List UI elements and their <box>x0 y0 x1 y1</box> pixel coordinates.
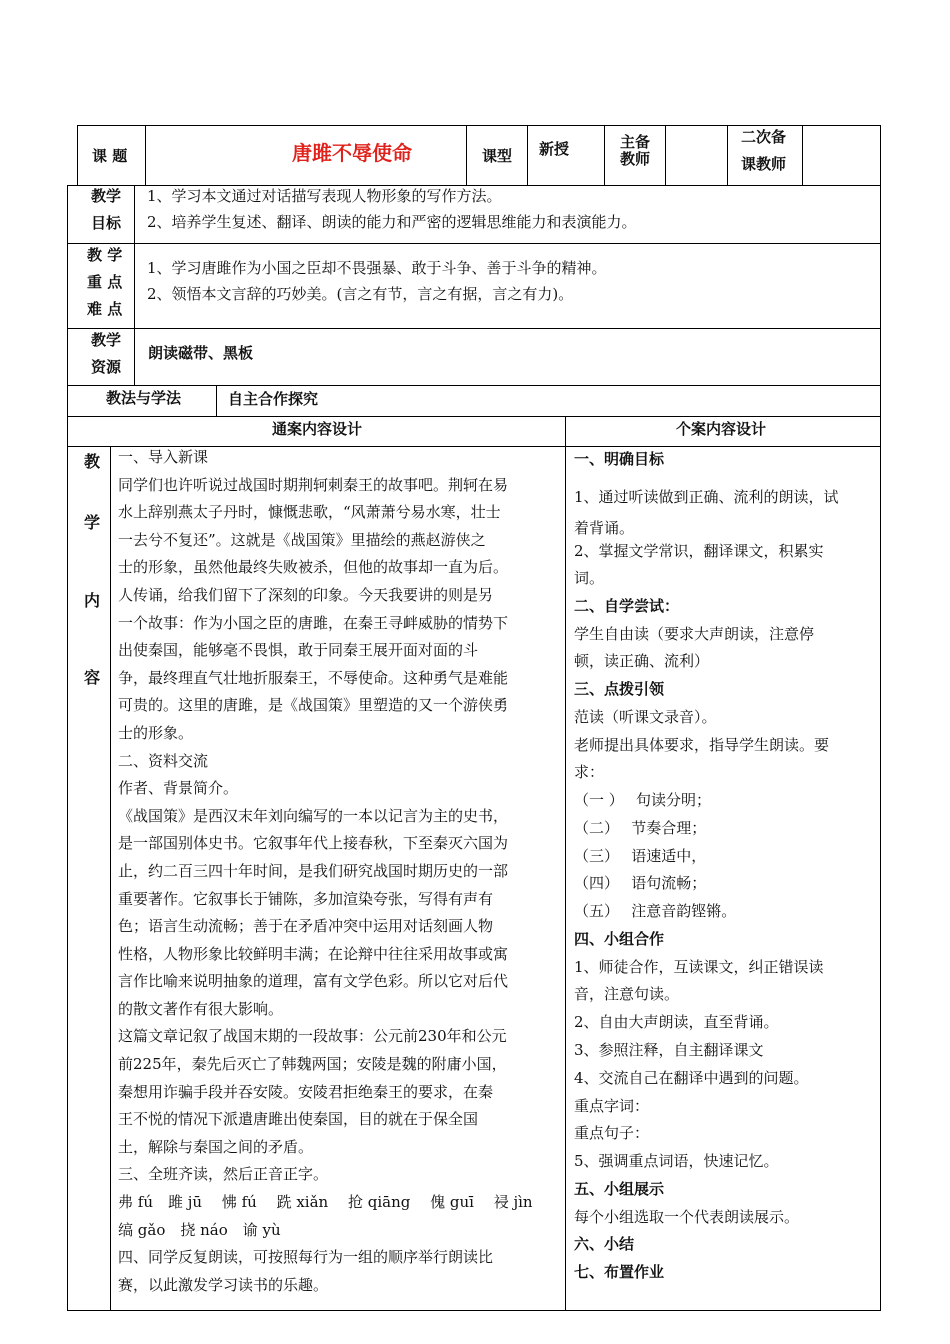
resources-value: 朗读磁带、黑板 <box>148 344 254 362</box>
side-label-char: 教 <box>84 452 101 471</box>
keypoints-label-line3: 难 点 <box>87 300 123 318</box>
content-line: 二、自学尝试： <box>574 597 680 615</box>
content-line: （三） 语速适中， <box>574 847 707 865</box>
goals-label-line1: 教学 <box>91 187 122 205</box>
content-line: 这篇文章记叙了战国末期的一段故事：公元前230年和公元 <box>118 1027 507 1046</box>
lesson-title: 唐雎不辱使命 <box>292 141 412 165</box>
content-line: 水上辞别燕太子丹时，慷慨悲歌，“风萧萧兮易水寒，壮士 <box>118 503 501 522</box>
content-line: 1、通过听读做到正确、流利的朗读，试 <box>574 488 839 506</box>
table-border <box>134 185 135 385</box>
right-column-header: 个案内容设计 <box>676 420 767 438</box>
content-line: 止，约二百三四十年时间，是我们研究战国时期历史的一部 <box>118 861 509 880</box>
resources-label-line1: 教学 <box>91 331 122 349</box>
topic-label: 课 题 <box>92 147 128 165</box>
keypoint-item: 1、学习唐雎作为小国之臣却不畏强暴、敢于斗争、善于斗争的精神。 <box>147 259 607 277</box>
content-line: 秦想用诈骗手段并吞安陵。安陵君拒绝秦王的要求，在秦 <box>118 1082 494 1101</box>
content-line: 言作比喻来说明抽象的道理，富有文学色彩。所以它对后代 <box>118 972 509 991</box>
content-line: 缟 gǎo 挠 náo 谕 yù <box>118 1220 281 1239</box>
content-line: （二） 节奏合理； <box>574 819 707 837</box>
table-border <box>110 446 111 1311</box>
content-line: 5、强调重点词语，快速记忆。 <box>574 1152 779 1170</box>
content-line: 求： <box>574 763 605 781</box>
content-line: 是一部国别体史书。它叙事年代上接春秋，下至秦灭六国为 <box>118 834 509 853</box>
content-line: 2、掌握文学常识，翻译课文，积累实 <box>574 542 824 560</box>
content-line: 王不悦的情况下派遣唐雎出使秦国，目的就在于保全国 <box>118 1110 479 1129</box>
side-label-char: 内 <box>84 591 101 610</box>
content-line: 2、自由大声朗读，直至背诵。 <box>574 1013 779 1031</box>
left-column-header: 通案内容设计 <box>272 420 363 438</box>
type-value: 新授 <box>539 140 570 158</box>
table-border <box>77 125 78 185</box>
table-border <box>527 125 528 185</box>
content-line: 四、小组合作 <box>574 930 665 948</box>
content-line: 顿，读正确、流利） <box>574 652 710 670</box>
content-line: （五） 注意音韵铿锵。 <box>574 902 737 920</box>
content-line: 可贵的。这里的唐雎，是《战国策》里塑造的又一个游侠勇 <box>118 696 509 715</box>
content-line: 争，最终理直气壮地折服秦王，不辱使命。这种勇气是难能 <box>118 668 509 687</box>
content-line: 一、导入新课 <box>118 448 209 466</box>
content-line: 老师提出具体要求，指导学生朗读。要 <box>574 736 830 754</box>
content-line: 赛，以此激发学习读书的乐趣。 <box>118 1275 329 1294</box>
right-content <box>574 0 876 1300</box>
content-line: 同学们也许听说过战国时期荆轲刺秦王的故事吧。荆轲在易 <box>118 475 509 494</box>
content-line: 前225年，秦先后灭亡了韩魏两国；安陵是魏的附庸小国， <box>118 1055 507 1074</box>
content-line: 七、布置作业 <box>574 1263 665 1281</box>
content-line: 人传诵，给我们留下了深刻的印象。今天我要讲的则是另 <box>118 585 494 604</box>
side-label-char: 学 <box>84 513 101 532</box>
content-line: 4、交流自己在翻译中遇到的问题。 <box>574 1069 809 1087</box>
content-line: 学生自由读（要求大声朗读，注意停 <box>574 625 815 643</box>
content-line: 3、参照注释，自主翻译课文 <box>574 1041 764 1059</box>
keypoint-item: 2、领悟本文言辞的巧妙美。(言之有节，言之有据，言之有力)。 <box>147 285 574 303</box>
table-border <box>67 185 68 1311</box>
content-line: 着背诵。 <box>574 519 635 537</box>
content-line: 土，解除与秦国之间的矛盾。 <box>118 1137 314 1156</box>
content-line: 三、全班齐读，然后正音正字。 <box>118 1165 329 1184</box>
content-line: 弗 fú 雎 jū 怫 fú 跣 xiǎn 抢 qiāng 傀 guī 祲 jìn <box>118 1193 533 1212</box>
second-teacher-label-line2: 课教师 <box>741 155 787 173</box>
content-line: 每个小组选取一个代表朗读展示。 <box>574 1208 800 1226</box>
table-border <box>880 125 881 1311</box>
content-line: 重要著作。它叙事长于铺陈，多加渲染夸张，写得有声有 <box>118 889 494 908</box>
second-teacher-label-line1: 二次备 <box>741 128 787 146</box>
content-line: 二、资料交流 <box>118 751 209 770</box>
content-line: 重点字词： <box>574 1097 650 1115</box>
methods-label: 教法与学法 <box>106 389 182 407</box>
content-line: 五、小组展示 <box>574 1180 665 1198</box>
table-border <box>216 385 217 416</box>
table-border <box>466 125 467 185</box>
content-line: 士的形象。 <box>118 723 194 742</box>
methods-value: 自主合作探究 <box>228 390 319 408</box>
content-line: 士的形象，虽然他最终失败被杀，但他的故事却一直为后。 <box>118 558 509 577</box>
content-line: （四） 语句流畅； <box>574 874 707 892</box>
keypoints-label-line2: 重 点 <box>87 273 123 291</box>
content-line: 词。 <box>574 569 605 587</box>
content-line: 三、点拨引领 <box>574 680 665 698</box>
content-line: 六、小结 <box>574 1235 635 1253</box>
content-line: （一 ） 句读分明； <box>574 791 712 809</box>
content-line: 性格，人物形象比较鲜明丰满；在论辩中往往采用故事或寓 <box>118 944 509 963</box>
content-line: 出使秦国，能够毫不畏惧，敢于同秦王展开面对面的斗 <box>118 641 479 660</box>
main-teacher-label-line2: 教师 <box>620 150 651 168</box>
side-label-char: 容 <box>84 668 101 687</box>
table-border <box>67 1310 881 1311</box>
content-line: 色；语言生动流畅；善于在矛盾冲突中运用对话刻画人物 <box>118 917 494 936</box>
content-line: 的散文著作有很大影响。 <box>118 999 284 1018</box>
goal-item: 2、培养学生复述、翻译、朗读的能力和严密的逻辑思维能力和表演能力。 <box>147 213 637 231</box>
content-line: 重点句子： <box>574 1124 650 1142</box>
left-content <box>118 444 560 1299</box>
content-line: 《战国策》是西汉末年刘向编写的一本以记言为主的史书， <box>118 806 509 825</box>
content-line: 音，注意句读。 <box>574 985 680 1003</box>
content-line: 范读（听课文录音）。 <box>574 708 717 726</box>
content-line: 作者、背景简介。 <box>118 779 239 798</box>
main-teacher-label-line1: 主备 <box>620 133 651 151</box>
content-line: 一、明确目标 <box>574 450 665 468</box>
goal-item: 1、学习本文通过对话描写表现人物形象的写作方法。 <box>147 187 502 205</box>
content-line: 一个故事：作为小国之臣的唐雎，在秦王寻衅威胁的情势下 <box>118 613 509 632</box>
goals-label-line2: 目标 <box>91 214 122 232</box>
content-line: 一去兮不复还”。这就是《战国策》里描绘的燕赵游侠之 <box>118 530 486 549</box>
resources-label-line2: 资源 <box>91 358 122 376</box>
content-line: 四、同学反复朗读，可按照每行为一组的顺序举行朗读比 <box>118 1248 494 1267</box>
table-border <box>565 416 566 1311</box>
keypoints-label-line1: 教 学 <box>87 246 123 264</box>
table-border <box>145 125 146 185</box>
content-line: 1、师徒合作，互读课文，纠正错误读 <box>574 958 824 976</box>
type-label: 课型 <box>482 147 513 165</box>
